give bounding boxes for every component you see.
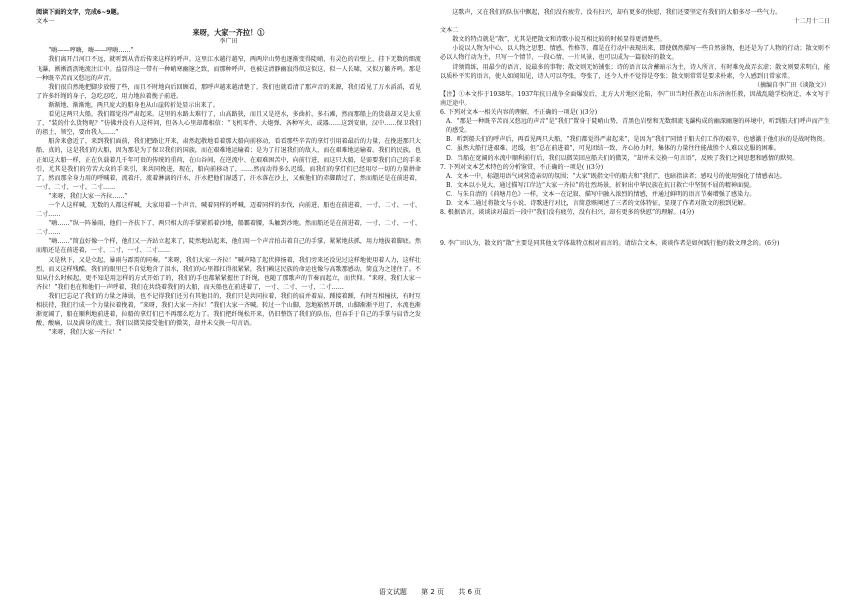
option: C．虽然大船行进艰难、迟缓，但“总在前进着”，可见团结一致、齐心协力时，集体的力量往往能战胜个人难以克服的困难。 <box>446 145 780 153</box>
footnote: 【注】①本文作于1938年。1937年抗日战争全面爆发后，北方大片地区沦陷，李广田当时任教在山东济南任教，因战乱随学校南迁，本文写于南迁途中。 <box>440 90 830 107</box>
paragraph: 我们已忘记了我们的力量之薄弱，也不记得我们还另有其他目的，我们只是共同拉着，我们的肩并着肩，踵接着踵，有时互相撞扶，有时互相扶持，我们行成一个力量拉着挽着，“来呀，我们大家一齐拉！”我们大家一齐喊。转过一个山脚，忽地豁然开朗，山脚渐渐平坦了，水流也渐渐宽阔了，船在顺利地前进着，拉船的拿灯们已不再那么吃力了。我们把纤绳松开来，仍旧整饬了我们的队伍，但吞手于自己的手掌与肩背之发酸、酸痛，以及满身的流土，我们以微笑接受他们的微笑，却并未交换一句言语。 <box>36 292 421 328</box>
paragraph: 我们很自然地把脚步放慢了些，而且不时地向后回顾看，那呼声越来越清楚了，我们也就看清了那声音的来源，我们看见了万水滔滔，看见了许多纤绳的身子，急吃忍吃，用力地拉着挽子前进。 <box>36 83 421 100</box>
question-8: 8. 根据语言，谈谈读对最后一段中“我们没有疲劳，没有扫兴，却有更多的快慰”的理解。(4分) <box>440 209 695 217</box>
page-footer <box>0 587 860 597</box>
option: A．文本一中，标题用语气词营造亲切的氛围；“大家”既指文中的船夫和“我们”，也暗指读者；感叹号的使用强化了情感表达。 <box>446 172 786 180</box>
left-column <box>36 8 421 337</box>
instruction: 阅读下面的文字，完成6~9题。 <box>36 9 123 16</box>
paragraph: 诗须简练，用最少的语言，说最多的事物；散文则无妨铺张；诗的语言以含蓄暗示为主，诗人所言，有时难免故弄玄虚；散文则要求明白，能以质朴平实的语言，使人如闻知见，诗人可以夸张，夸张了，还令人并不觉得是夸张；散文则常常是要求朴素，令人感到日常家常。 <box>440 63 830 80</box>
paragraph: 小说以人物为中心，以人物之思想、情感、性格等，都是在行动中表现出来，即使偶然描写一些自然景物，也还是为了人物的行动；散文则不必以人物行动为主，只写一个情节、一段心情、一片风景，也可以成为一篇很好的散文。 <box>440 45 830 62</box>
question-7: 7. 下列对文本艺术特色的分析鉴赏，不正确的一项是( )(3分) <box>440 163 604 171</box>
article-author: 李广田 <box>219 38 238 46</box>
paragraph: “嗨……”简直好像一个样，他们又一齐站立起来了，陡然地站起来，他们用一个声音拍击着自己的手掌，紧紧地扶抓，用力地拔着脚底。然而船还是在前进着，一寸、二寸、一寸、二寸…… <box>36 238 421 255</box>
paragraph: 我们离开吕河口不远，就听到从背后传来这样的呼声。这里江水越行越窄，两两岸山势也逐渐变得陡峭，有灵色的岩壁上，挂下无数的细流飞瀑，淅淅沥沥地流注江中。益显得这一带有一种峭寒幽邃之致，而那种呼声，也被这清静幽寂得似这似这，似一人长啸，又似万籁齐鸣。那是一种既辛苦而又悠远的声音。 <box>36 56 421 82</box>
source-citation: （摘编自李广田《谈散文》） <box>753 81 830 89</box>
paragraph: “嗨……”纵一阵暴雨，他们一齐扶下了，两只相大的手掌紧抓着沙地，船霸着腰，头触到沙地。然而船还是在前进着，一寸、二寸、一寸、二寸…… <box>36 220 421 237</box>
footer-subject: 语文试题 <box>378 588 407 596</box>
option: B．文本以小见大，通过描写江岸边“大家一齐拉”的壮烈场景，折射出中华民族在抗日救亡中坚韧不屈的精神面貌。 <box>446 181 756 189</box>
paragraph: 散文的特点就是“散”，尤其是把散文和诗歌小说互相比较的时候显得更清楚些。 <box>452 36 666 44</box>
article-title: 来呀，大家一齐拉！① <box>192 28 265 38</box>
paragraph: 又是秋下，又是立起，暴雨与霹雳的同奏。“来呀，我们大家一齐拉！”喊声隆了起伏抑扬着，我们旁来还没见过这样地使用着人力，这样壮烈，而又这样残酷，我们的眼里已不自觉地含了泪水，我们的心里都扛得很紧紧，我们赖这民族的命运也像与高歌那感动，简直为之迷住了。不知从什么时候起，更不知是用怎样的方式开始了的，我们的手也都紧紧握住了纤绳，也随了那歌声的节奏而起立，而伏仰。“来呀，我们大家一齐拉！”我们也在和他们一声呼着，我们在共绕着我们的大船，而天船也在前进着了，一寸、二寸、一寸、二寸…… <box>36 256 421 291</box>
question-6: 6. 下列对文本一相关内容的理解，不正确的一项是( )(3分) <box>440 109 598 117</box>
paragraph: “嗨——哼嗨，嗨——哼嗨……” <box>48 47 134 55</box>
paragraph: 这歌声，又在我们的队伍中飘起，我们没有疲劳，没有扫兴，却有更多的快慰，我们还要坚定有我们的大船多尽一些气力。 <box>452 9 782 16</box>
option: B．听到船夫们的呼声后，再看见两只大船，“我们都觉得严肃起来”，是因为“我们”同情于船夫们工作的艰辛，也感激于他们拉的是战时物资。 <box>446 136 829 144</box>
right-column <box>440 8 830 248</box>
option: D．当船在宽阔的水流中顺利前行后，我们以微笑回应船夫们的微笑，“却并未交换一句言语”，反映了我们之间思想和感情的默契。 <box>446 154 799 162</box>
footer-total: 共 6 页 <box>458 588 482 596</box>
text2-label: 文本二 <box>440 27 459 35</box>
date: 十二月十二日 <box>793 18 830 26</box>
text1-label: 文本一 <box>36 18 55 26</box>
option: D．文本二通过将散文与小说、诗歌进行对比，言简意赅阐述了三者的文体特征，显现了作者对散文的独到见解。 <box>446 199 750 207</box>
paragraph: “来呀，我们大家一齐拉……” <box>48 192 128 200</box>
option: A．“那是一种既辛苦而又悠远的声音”是“我们”置身于陡峭山势，青黑色岩壁和无数细流飞瀑构成的幽深幽邃的环境中，听到船夫们呼声而产生的感受。 <box>446 118 830 135</box>
paragraph: 看见这两只大船，我们都觉得严肃起来。这里的水路太难行了，山高路狭，而且又是逆水，多曲折、多石滩，然而那船上的货载却又是太重了，“装的什么货物呢？”彷佛并没有人这样问，但各人心里却都相信：“飞机零件、大炮弹、各种军火、或器……这到安康，汉中……保卫我们的祖土，领空，要由我人……” <box>36 111 421 137</box>
option: C．与朱自清的《荷塘月色》一样，文本一在记叙、描写中融入浓烈的情感，并通过鲜明的语言节奏增强了感染力。 <box>446 190 756 198</box>
question-9: 9. 李广田认为，散文的“散”主要是同其他文学体裁特点相对而言的。请结合文本，谈谈作者是如何践行他的散文理念的。(6分) <box>440 240 780 248</box>
paragraph: “来呀，我们大家一齐拉！” <box>48 329 122 337</box>
footer-page: 第 2 页 <box>421 588 444 596</box>
paragraph: 船舍来愈近了，来到我们面前，我们把路让开来，肃然起敬地看着那大船向前移动，看看那些辛苦的拿灯引用着最后的力量，在挽进那只大船，真的，这是我们的大船，因为那是为了保卫我们的国族，而在艰难地运输着；是为了打退我们的敌人，而在艰难地运输着。我们的民族，也正如这大船一样，正在负载着几千年可贵的传统的重荷，在山谷间、在逆流中、在艰难困苦中，向前行进，而这只大船，是需要我们自己的手来引，尤其是我们的劳苦大众的手来引，来共同挽进，现在，船向前移动了，……然而动得多么迟缓，而我们的拿灯们已经用尽一切的力量拼命了，然而那全身力用的呼喊着，流着汗，流着淋漓的汗水，汗水把他们湿透了，汗水落在沙上，又被他们的赤脚踏过了，然而船还是在前进着，一寸、二寸、一寸、二寸…… <box>36 138 421 191</box>
paragraph: 一个人这样喊，无数的人都这样喊，大家用着一个声音，喊着同样的呼喊，迈着同样的步伐，向前进，船也在前进着，一寸、二寸、一寸、二寸…… <box>36 201 421 219</box>
paragraph: 渐渐地、渐渐地，两只庞大的船身也从山崖转折处显示出来了。 <box>48 101 219 109</box>
